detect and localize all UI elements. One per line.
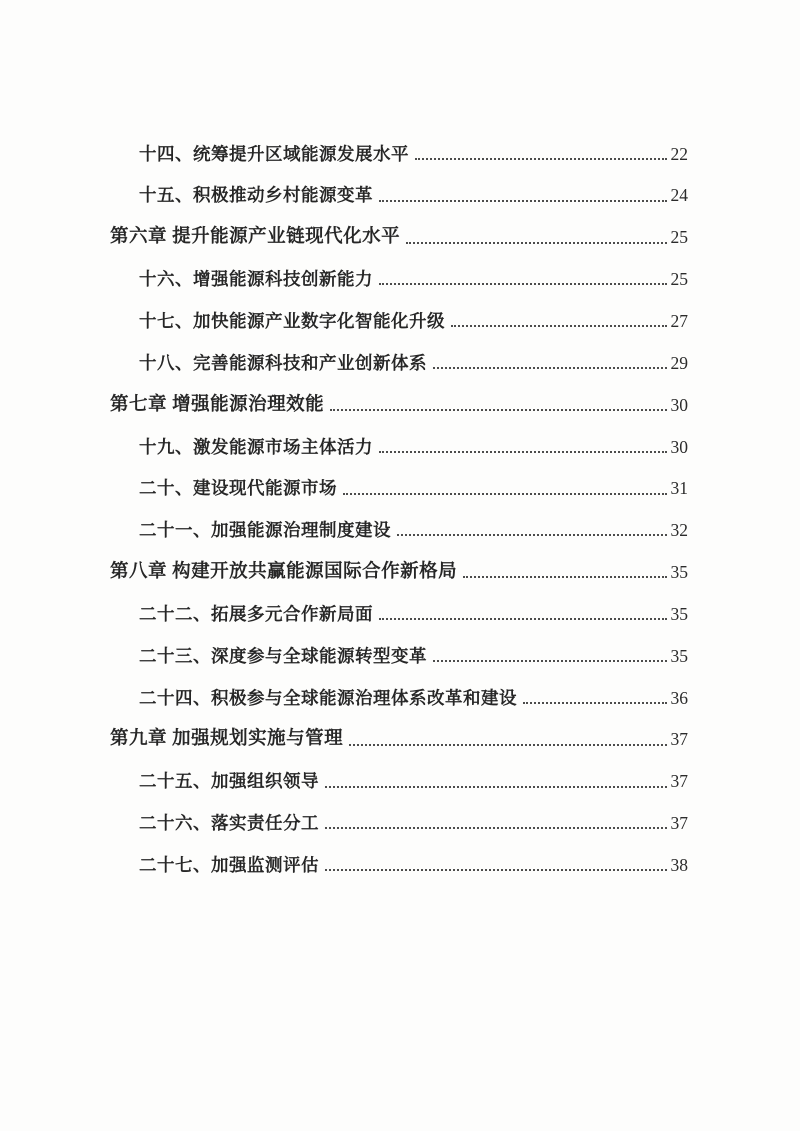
toc-entry-title: 二十六、落实责任分工 [139, 813, 319, 834]
toc-entry [110, 297, 688, 339]
toc-page-number: 38 [670, 854, 688, 875]
toc-entry-title: 十四、统筹提升区域能源发展水平 [139, 143, 409, 164]
toc-page-number: 25 [670, 227, 688, 248]
toc-entry [110, 841, 688, 883]
toc-entry-title: 第六章 提升能源产业链现代化水平 [110, 227, 401, 248]
toc-dot-leader [397, 534, 667, 536]
toc-entry-title: 二十四、积极参与全球能源治理体系改革和建设 [139, 687, 517, 708]
toc-dot-leader [325, 786, 667, 788]
toc-dot-leader [379, 451, 667, 453]
toc-page-number: 35 [670, 562, 688, 583]
toc-entry [110, 758, 688, 800]
toc-entry [110, 130, 688, 172]
toc-entry [110, 381, 688, 423]
toc-entry [110, 172, 688, 214]
toc-dot-leader [379, 200, 667, 202]
toc-page-number: 24 [670, 185, 688, 206]
toc-entry-title: 十五、积极推动乡村能源变革 [139, 185, 373, 206]
toc-entry [110, 800, 688, 842]
toc-entry-title: 二十、建设现代能源市场 [139, 478, 337, 499]
toc-entry [110, 423, 688, 465]
toc-dot-leader [325, 827, 667, 829]
toc-entry-title: 二十二、拓展多元合作新局面 [139, 603, 373, 624]
toc-dot-leader [379, 618, 667, 620]
toc-page-number: 29 [670, 352, 688, 373]
toc-entry-title: 第九章 加强规划实施与管理 [110, 729, 344, 750]
toc-page-number: 30 [670, 394, 688, 415]
toc-entry [110, 674, 688, 716]
toc-dot-leader [349, 744, 666, 746]
toc-entry [110, 465, 688, 507]
toc-entry-title: 十九、激发能源市场主体活力 [139, 436, 373, 457]
toc-page-number: 30 [670, 436, 688, 457]
toc-page-number: 31 [670, 478, 688, 499]
toc-page-number: 27 [670, 310, 688, 331]
toc-page-number: 37 [670, 771, 688, 792]
toc-page-number: 36 [670, 687, 688, 708]
toc-entry-title: 十六、增强能源科技创新能力 [139, 269, 373, 290]
toc-dot-leader [451, 325, 667, 327]
toc-dot-leader [343, 493, 667, 495]
toc-page-number: 35 [670, 603, 688, 624]
toc-entry [110, 256, 688, 298]
toc-dot-leader [415, 158, 667, 160]
toc-entry-title: 第八章 构建开放共赢能源国际合作新格局 [110, 561, 458, 582]
toc-entry [110, 548, 688, 590]
toc-dot-leader [330, 409, 666, 411]
toc-dot-leader [379, 283, 667, 285]
toc-list [110, 130, 688, 883]
toc-entry-title: 二十三、深度参与全球能源转型变革 [139, 645, 427, 666]
toc-page-number: 35 [670, 645, 688, 666]
toc-dot-leader [406, 242, 666, 244]
toc-page-number: 32 [670, 520, 688, 541]
toc-dot-leader [325, 869, 667, 871]
toc-entry-title: 二十七、加强监测评估 [139, 854, 319, 875]
toc-page-number: 22 [670, 143, 688, 164]
toc-entry [110, 339, 688, 381]
toc-page-number: 25 [670, 269, 688, 290]
toc-entry-title: 二十五、加强组织领导 [139, 771, 319, 792]
toc-dot-leader [433, 367, 667, 369]
toc-entry [110, 590, 688, 632]
toc-entry-title: 二十一、加强能源治理制度建设 [139, 520, 391, 541]
toc-entry-title: 第七章 增强能源治理效能 [110, 394, 325, 415]
toc-entry-title: 十八、完善能源科技和产业创新体系 [139, 352, 427, 373]
toc-dot-leader [463, 576, 666, 578]
toc-page-number: 37 [670, 729, 688, 750]
toc-entry [110, 507, 688, 549]
toc-entry [110, 716, 688, 758]
toc-entry [110, 632, 688, 674]
toc-page-number: 37 [670, 813, 688, 834]
toc-dot-leader [523, 702, 667, 704]
toc-dot-leader [433, 660, 667, 662]
toc-entry [110, 214, 688, 256]
toc-entry-title: 十七、加快能源产业数字化智能化升级 [139, 310, 445, 331]
